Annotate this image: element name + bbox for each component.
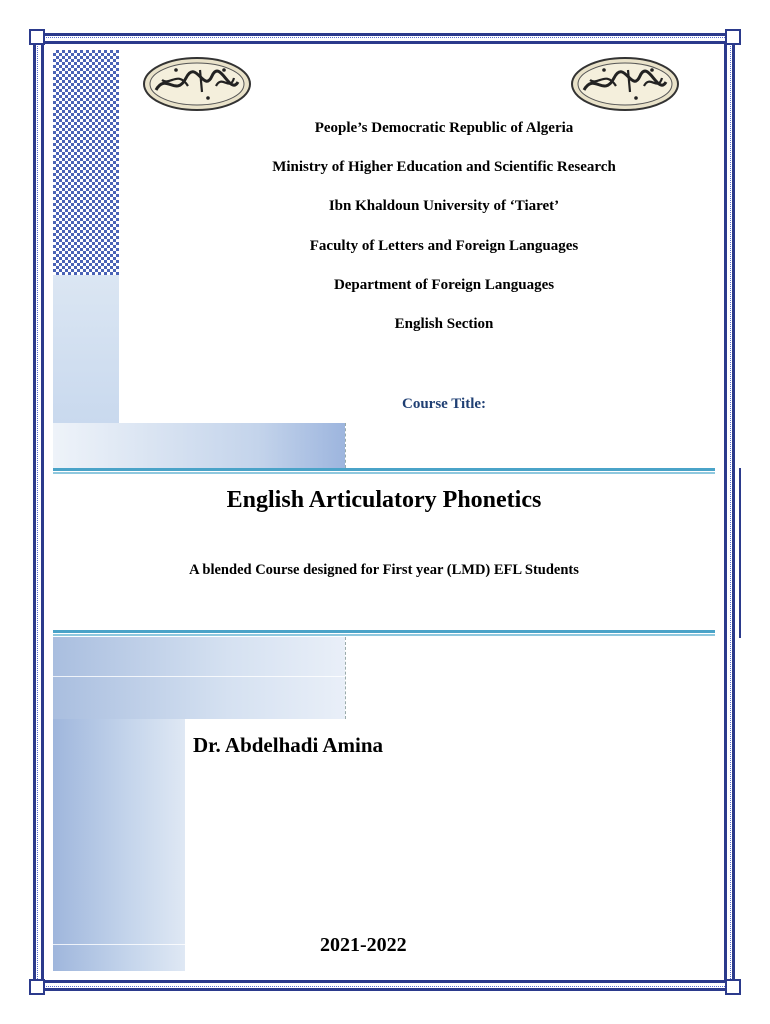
ministry-heading: Ministry of Higher Education and Scientific Research	[272, 159, 616, 175]
course-title: English Articulatory Phonetics	[226, 487, 542, 513]
department-heading: Department of Foreign Languages	[333, 277, 555, 293]
section-heading: English Section	[394, 316, 494, 332]
frame-corner-bottom-left	[29, 979, 45, 995]
university-logo-right	[570, 56, 680, 112]
republic-heading: People’s Democratic Republic of Algeria	[314, 120, 574, 136]
frame-corner-top-right	[725, 29, 741, 45]
university-calligraphy-logo-icon	[142, 56, 252, 112]
author-name: Dr. Abdelhadi Amina	[193, 733, 384, 757]
faculty-heading: Faculty of Letters and Foreign Languages	[309, 238, 579, 254]
dashed-divider-upper	[345, 423, 347, 468]
frame-corner-bottom-right	[725, 979, 741, 995]
gradient-panel-left-bottom	[53, 719, 185, 971]
frame-corner-top-left	[29, 29, 45, 45]
panel-line	[53, 676, 345, 677]
panel-line	[53, 944, 185, 945]
checkerboard-strip	[53, 50, 119, 275]
course-subtitle: A blended Course designed for First year (LMD) EFL Students	[189, 562, 579, 578]
frame-accent-bar	[739, 468, 741, 638]
horizontal-rule-bottom	[53, 630, 715, 636]
university-logo-left	[142, 56, 252, 112]
gradient-bar-upper	[53, 423, 345, 468]
university-calligraphy-logo-icon	[570, 56, 680, 112]
horizontal-rule-top	[53, 468, 715, 474]
dashed-divider-lower	[345, 637, 347, 719]
academic-year: 2021-2022	[320, 934, 407, 956]
gradient-bar-lower	[53, 637, 345, 719]
course-title-label: Course Title:	[401, 396, 487, 412]
university-heading: Ibn Khaldoun University of ‘Tiaret’	[328, 198, 560, 214]
gradient-panel-left-top	[53, 275, 119, 423]
